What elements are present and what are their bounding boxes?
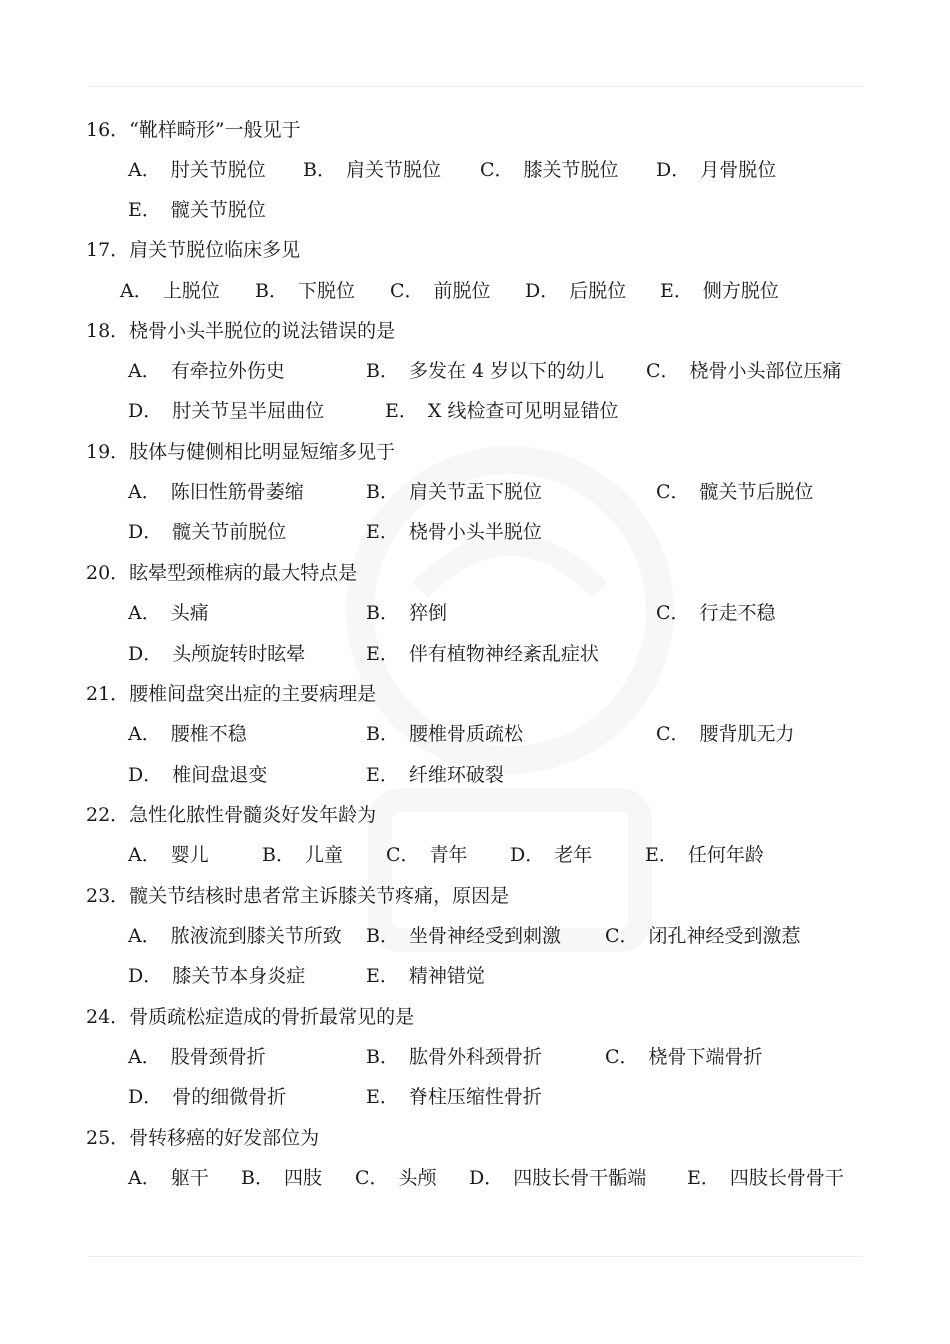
option-23-b: B． 坐骨神经受到刺激	[366, 925, 561, 947]
option-21-c: C． 腰背肌无力	[656, 723, 795, 745]
question-20-options-row-2	[0, 634, 950, 674]
option-25-a: A． 躯干	[128, 1167, 209, 1189]
option-17-a: A． 上脱位	[120, 280, 220, 302]
option-22-e: E． 任何年龄	[645, 844, 764, 866]
question-24-stem: 24．骨质疏松症造成的骨折最常见的是	[86, 1006, 415, 1028]
option-20-d: D． 头颅旋转时眩晕	[128, 643, 306, 665]
option-16-e: E． 髋关节脱位	[128, 199, 266, 221]
question-21-options-row-1	[0, 714, 950, 754]
option-21-a: A． 腰椎不稳	[128, 723, 247, 745]
option-21-e: E． 纤维环破裂	[366, 764, 504, 786]
question-23-options-row-2	[0, 956, 950, 996]
option-23-a: A． 脓液流到膝关节所致	[128, 925, 342, 947]
question-25-stem: 25．骨转移癌的好发部位为	[86, 1127, 320, 1149]
question-17-stem: 17．肩关节脱位临床多见	[86, 239, 301, 261]
option-18-a: A． 有牵拉外伤史	[128, 360, 285, 382]
option-19-d: D． 髋关节前脱位	[128, 521, 287, 543]
option-19-a: A． 陈旧性筋骨萎缩	[128, 481, 304, 503]
option-24-c: C． 桡骨下端骨折	[605, 1046, 763, 1068]
option-21-d: D． 椎间盘退变	[128, 764, 268, 786]
option-16-a: A． 肘关节脱位	[128, 159, 266, 181]
question-16-stem: 16．“靴样畸形”一般见于	[86, 119, 301, 141]
question-19-options-row-1	[0, 472, 950, 512]
option-25-e: E． 四肢长骨骨干	[687, 1167, 844, 1189]
option-19-b: B． 肩关节盂下脱位	[366, 481, 542, 503]
option-18-b: B． 多发在 4 岁以下的幼儿	[366, 360, 605, 382]
option-19-e: E． 桡骨小头半脱位	[366, 521, 542, 543]
option-20-b: B． 猝倒	[366, 602, 447, 624]
question-19-stem: 19．肢体与健侧相比明显短缩多见于	[86, 441, 396, 463]
question-25-options-row-1	[0, 1158, 950, 1198]
question-20-stem: 20．眩晕型颈椎病的最大特点是	[86, 562, 358, 584]
option-23-d: D． 膝关节本身炎症	[128, 965, 306, 987]
question-18-options-row-2	[0, 391, 950, 431]
question-21-stem: 21．腰椎间盘突出症的主要病理是	[86, 683, 377, 705]
question-17-options-row-1	[0, 271, 950, 311]
option-17-c: C． 前脱位	[390, 280, 491, 302]
option-20-a: A． 头痛	[128, 602, 209, 624]
question-22-options-row-1	[0, 835, 950, 875]
option-25-d: D． 四肢长骨干骺端	[469, 1167, 647, 1189]
question-20-options-row-1	[0, 593, 950, 633]
option-21-b: B． 腰椎骨质疏松	[366, 723, 523, 745]
question-22-stem: 22．急性化脓性骨髓炎好发年龄为	[86, 804, 377, 826]
option-20-c: C． 行走不稳	[656, 602, 776, 624]
option-17-b: B． 下脱位	[255, 280, 355, 302]
option-18-d: D． 肘关节呈半屈曲位	[128, 400, 325, 422]
option-22-c: C． 青年	[386, 844, 468, 866]
question-23-stem: 23．髋关节结核时患者常主诉膝关节疼痛，原因是	[86, 885, 510, 907]
option-24-a: A． 股骨颈骨折	[128, 1046, 266, 1068]
option-25-b: B． 四肢	[241, 1167, 322, 1189]
option-18-e: E． X 线检查可见明显错位	[385, 400, 619, 422]
option-20-e: E． 伴有植物神经紊乱症状	[366, 643, 599, 665]
option-23-e: E． 精神错觉	[366, 965, 485, 987]
option-22-d: D． 老年	[510, 844, 593, 866]
question-16-options-row-1	[0, 150, 950, 190]
option-24-e: E． 脊柱压缩性骨折	[366, 1086, 542, 1108]
option-17-e: E． 侧方脱位	[660, 280, 779, 302]
option-16-b: B． 肩关节脱位	[303, 159, 441, 181]
option-24-d: D． 骨的细微骨折	[128, 1086, 287, 1108]
question-24-options-row-2	[0, 1077, 950, 1117]
option-19-c: C． 髋关节后脱位	[656, 481, 814, 503]
option-23-c: C． 闭孔神经受到激惹	[605, 925, 801, 947]
option-17-d: D． 后脱位	[525, 280, 627, 302]
option-24-b: B． 肱骨外科颈骨折	[366, 1046, 542, 1068]
option-18-c: C． 桡骨小头部位压痛	[646, 360, 842, 382]
question-18-stem: 18．桡骨小头半脱位的说法错误的是	[86, 320, 396, 342]
question-19-options-row-2	[0, 512, 950, 552]
question-23-options-row-1	[0, 916, 950, 956]
question-16-options-row-2	[0, 190, 950, 230]
option-22-b: B． 儿童	[262, 844, 343, 866]
question-24-options-row-1	[0, 1037, 950, 1077]
question-21-options-row-2	[0, 755, 950, 795]
option-22-a: A． 婴儿	[128, 844, 209, 866]
question-18-options-row-1	[0, 351, 950, 391]
option-16-d: D． 月骨脱位	[656, 159, 777, 181]
option-25-c: C． 头颅	[355, 1167, 437, 1189]
option-16-c: C． 膝关节脱位	[480, 159, 619, 181]
